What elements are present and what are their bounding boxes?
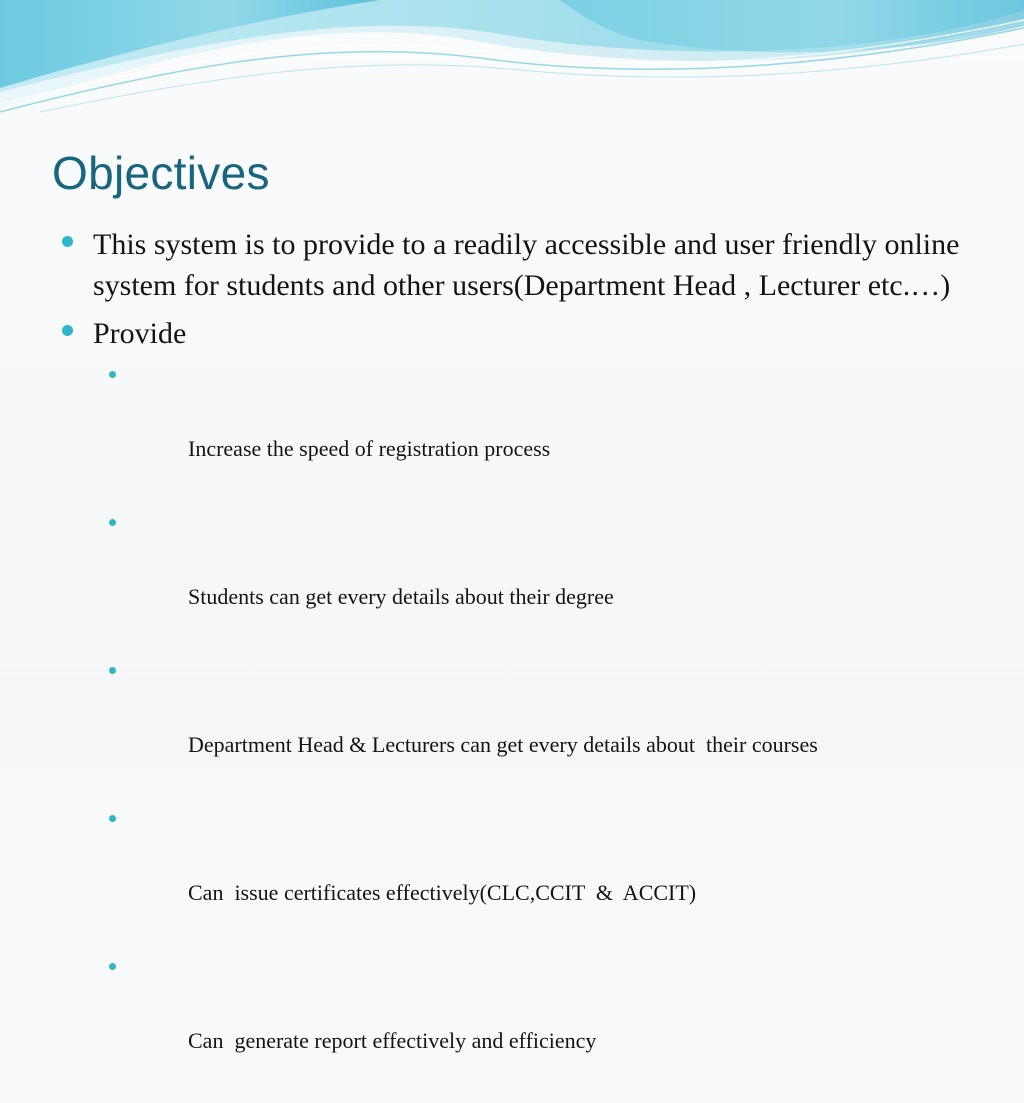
sub-bullet-dot-icon — [109, 519, 116, 526]
header-wave-decoration — [0, 0, 1024, 130]
bullet-text: Provide — [93, 317, 187, 350]
bullet-item-provide — [60, 313, 960, 1096]
bullet-dot-icon — [62, 325, 73, 336]
sub-bullet-item — [93, 356, 960, 504]
sub-bullet-dot-icon — [109, 815, 116, 822]
sub-bullet-dot-icon — [109, 371, 116, 378]
sub-bullet-text: Department Head & Lecturers can get every details about their courses — [188, 732, 818, 757]
bullet-list — [60, 224, 960, 1103]
bullet-text: This system is to provide to a readily accessible and user friendly online system for students and other users(Department Head , Lecturer etc.…) — [93, 228, 960, 302]
sub-bullet-text: Increase the speed of registration process — [188, 436, 551, 461]
sub-bullet-item — [93, 652, 960, 800]
sub-bullet-text: Students can get every details about their degree — [188, 584, 614, 609]
slide-title: Objectives — [52, 147, 270, 199]
sub-bullet-list — [93, 356, 960, 1096]
bullet-item-purpose — [60, 224, 960, 306]
bullet-dot-icon — [62, 236, 73, 247]
sub-bullet-text: Can generate report effectively and efficiency — [188, 1028, 597, 1053]
sub-bullet-item — [93, 504, 960, 652]
sub-bullet-dot-icon — [109, 667, 116, 674]
sub-bullet-dot-icon — [109, 963, 116, 970]
sub-bullet-text: Can issue certificates effectively(CLC,CCIT & ACCIT) — [188, 880, 697, 905]
sub-bullet-item — [93, 948, 960, 1096]
sub-bullet-item — [93, 800, 960, 948]
